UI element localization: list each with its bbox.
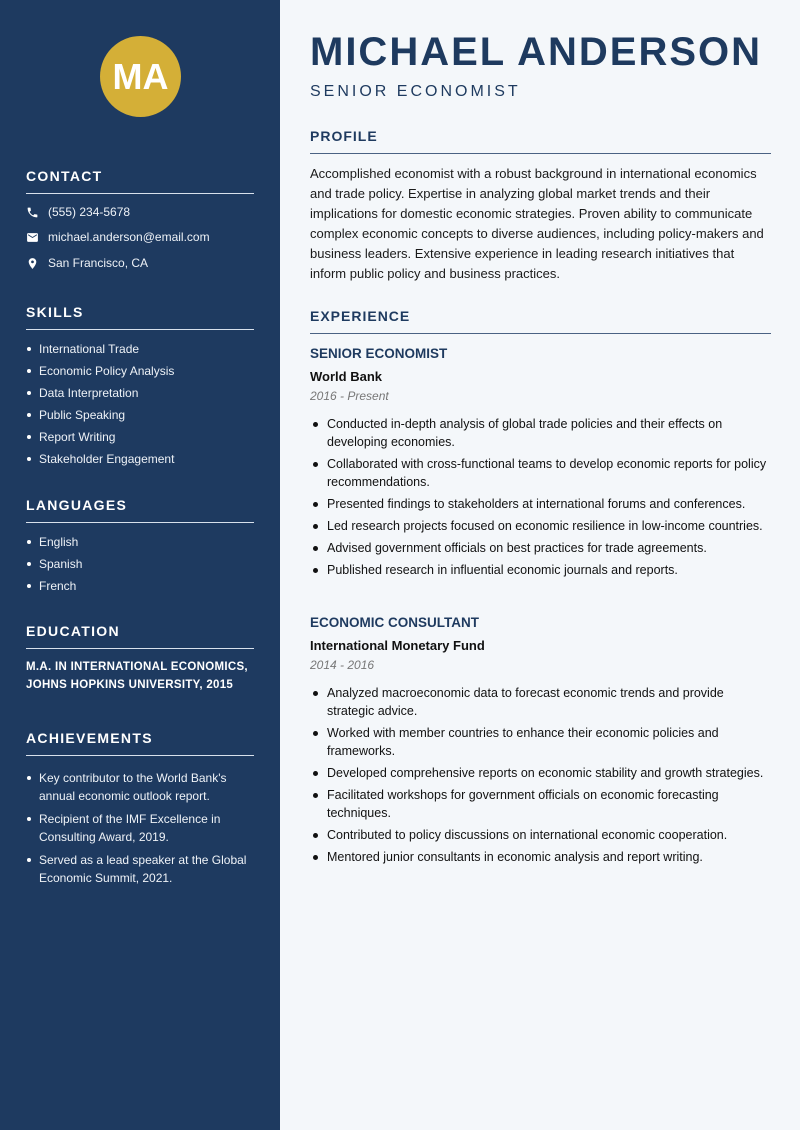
phone-icon xyxy=(26,206,39,219)
achievements-list xyxy=(26,769,254,892)
skills-list xyxy=(26,342,254,474)
experience-heading: EXPERIENCE xyxy=(310,308,771,334)
contact-email xyxy=(26,230,210,244)
phone-text: (555) 234-5678 xyxy=(48,205,131,219)
job-bullet: Collaborated with cross-functional teams to develop economic reports for policy recommendations. xyxy=(310,455,771,491)
job-bullet: Led research projects focused on economic resilience in low-income countries. xyxy=(310,517,771,535)
avatar: MA xyxy=(100,36,181,117)
job-bullets xyxy=(310,415,771,579)
contact-phone xyxy=(26,205,130,219)
email-text: michael.anderson@email.com xyxy=(48,230,210,244)
job-dates: 2014 - 2016 xyxy=(310,658,375,672)
candidate-title: SENIOR ECONOMIST xyxy=(310,83,521,100)
job-bullet: Published research in influential economic journals and reports. xyxy=(310,561,771,579)
education-entry: M.A. IN INTERNATIONAL ECONOMICS, JOHNS HOPKINS UNIVERSITY, 2015 xyxy=(26,661,248,691)
job-title: SENIOR ECONOMIST xyxy=(310,346,448,361)
job-dates: 2016 - Present xyxy=(310,389,389,403)
contact-heading: CONTACT xyxy=(26,168,254,194)
skill-item: Public Speaking xyxy=(26,408,254,430)
skill-item: Economic Policy Analysis xyxy=(26,364,254,386)
job-bullets xyxy=(310,684,771,866)
languages-heading: LANGUAGES xyxy=(26,497,254,523)
skill-item: Stakeholder Engagement xyxy=(26,452,254,474)
skill-item: International Trade xyxy=(26,342,254,364)
job-bullet: Worked with member countries to enhance their economic policies and frameworks. xyxy=(310,724,771,760)
achievements-heading: ACHIEVEMENTS xyxy=(26,730,254,756)
skill-item: Data Interpretation xyxy=(26,386,254,408)
language-item: English xyxy=(26,535,254,557)
location-pin-icon xyxy=(26,257,39,270)
job-bullet: Advised government officials on best practices for trade agreements. xyxy=(310,539,771,557)
achievement-item: Served as a lead speaker at the Global Economic Summit, 2021. xyxy=(26,851,254,887)
email-icon xyxy=(26,231,39,244)
sidebar xyxy=(0,0,280,1130)
contact-location xyxy=(26,256,148,270)
profile-heading: PROFILE xyxy=(310,128,771,154)
languages-list xyxy=(26,535,254,601)
job-bullet: Facilitated workshops for government officials on economic forecasting techniques. xyxy=(310,786,771,822)
job-title: ECONOMIC CONSULTANT xyxy=(310,615,479,630)
language-item: Spanish xyxy=(26,557,254,579)
job-company: World Bank xyxy=(310,369,382,384)
achievement-item: Recipient of the IMF Excellence in Consulting Award, 2019. xyxy=(26,810,254,846)
location-text: San Francisco, CA xyxy=(48,256,149,270)
profile-text: Accomplished economist with a robust background in international economics and trade policy. Expertise in analyzing global market trends and their implications for domestic economic strategies. Proven ability to communicate complex economic concepts to diverse audiences, including policy-makers and business leaders. Extensive experience in leading research initiatives that inform public policy and business practices. xyxy=(310,166,764,281)
job-bullet: Developed comprehensive reports on economic stability and growth strategies. xyxy=(310,764,771,782)
job-bullet: Contributed to policy discussions on international economic cooperation. xyxy=(310,826,771,844)
language-item: French xyxy=(26,579,254,601)
skills-heading: SKILLS xyxy=(26,304,254,330)
job-company: International Monetary Fund xyxy=(310,638,485,653)
education-heading: EDUCATION xyxy=(26,623,254,649)
achievement-item: Key contributor to the World Bank's annual economic outlook report. xyxy=(26,769,254,805)
job-entry xyxy=(310,615,771,870)
job-entry xyxy=(310,346,771,583)
skill-item: Report Writing xyxy=(26,430,254,452)
candidate-name: MICHAEL ANDERSON xyxy=(310,30,763,74)
job-bullet: Presented findings to stakeholders at international forums and conferences. xyxy=(310,495,771,513)
job-bullet: Mentored junior consultants in economic analysis and report writing. xyxy=(310,848,771,866)
job-bullet: Analyzed macroeconomic data to forecast economic trends and provide strategic advice. xyxy=(310,684,771,720)
job-bullet: Conducted in-depth analysis of global trade policies and their effects on developing economies. xyxy=(310,415,771,451)
